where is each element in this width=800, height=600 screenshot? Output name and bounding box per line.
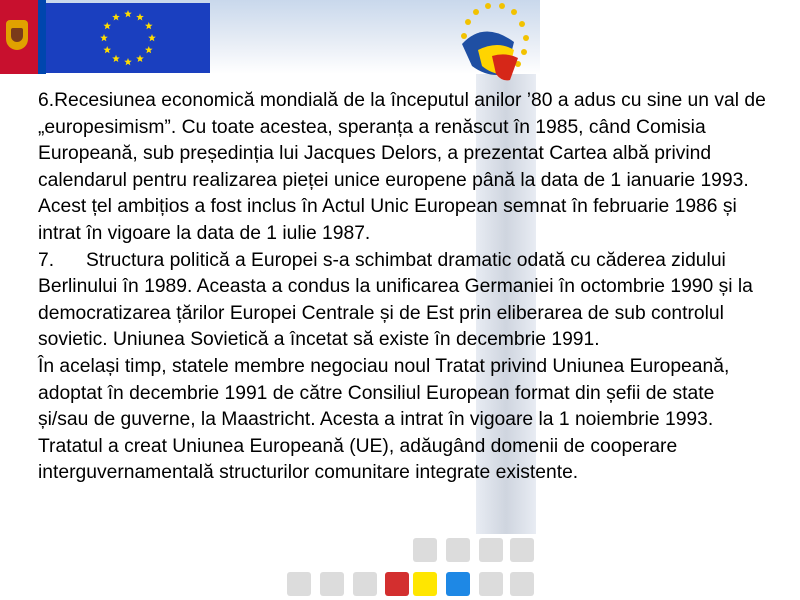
eu-star-icon — [136, 55, 144, 62]
deco-square — [510, 538, 534, 562]
deco-square — [479, 538, 503, 562]
eu-stars-icon — [46, 3, 210, 73]
deco-square — [353, 572, 377, 596]
deco-square — [287, 572, 311, 596]
eu-star-icon — [103, 22, 111, 29]
deco-square — [446, 538, 470, 562]
deco-square — [479, 572, 503, 596]
deco-square — [413, 538, 437, 562]
eu-star-icon — [112, 13, 120, 20]
moldova-flag-blue-stripe — [38, 0, 46, 74]
eu-star-icon — [124, 10, 132, 17]
eu-star-icon — [124, 58, 132, 65]
deco-square-red — [385, 572, 409, 596]
eu-star-icon — [136, 13, 144, 20]
paragraph-7-number: 7. — [38, 249, 55, 271]
paragraph-maastricht: În același timp, statele membre negociau noul Tratat privind Uniunea Europeană, adoptat în decembrie 1991 de către Consiliul European format din șefii de state și/sau de guverne, la Maastricht. Acesta a intrat în vigoare la 1 noiembrie 1993. Tratatul a creat Uniunea Europeană (UE), adăugând domenii de cooperare interguvernamentală structurilor comunitare integrate existente. — [38, 355, 730, 484]
eu-moldova-logo — [448, 0, 540, 90]
paragraph-6: 6.Recesiunea economică mondială de la începutul anilor ’80 a adus cu sine un val de „europesimism”. Cu toate acestea, speranța a renăscut în 1985, când Comisia Europeană, sub președinția lui Jacques Delors, a prezentat Cartea albă privind calendarul pentru realizarea pieței unice europene până la data de 1 ianuarie 1993. Acest țel ambițios a fost inclus în Actul Unic European semnat în februarie 1986 și intrat în vigoare la data de 1 iulie 1987. — [38, 90, 766, 244]
moldova-flag — [0, 0, 46, 74]
document-body — [38, 88, 768, 487]
eu-star-icon — [112, 55, 120, 62]
eu-star-icon — [100, 34, 108, 41]
eu-star-icon — [145, 22, 153, 29]
eu-flag — [46, 3, 210, 73]
deco-square-yellow — [413, 572, 437, 596]
eu-star-icon — [103, 46, 111, 53]
deco-square — [510, 572, 534, 596]
moldova-crest-icon — [6, 20, 28, 50]
paragraph-7 — [38, 248, 768, 354]
deco-square — [320, 572, 344, 596]
eu-star-icon — [148, 34, 156, 41]
paragraph-7-text: Structura politică a Europei s-a schimbat dramatic odată cu căderea zidului Berlinului în 1989. Aceasta a condus la unificarea Germaniei în octombrie 1990 și la democratizarea țărilor Europei Centrale și de Est prin eliberarea de sub controlul sovietic. Uniunea Sovietică a încetat să existe în decembrie 1991. — [38, 249, 753, 351]
deco-square-blue — [446, 572, 470, 596]
eu-star-icon — [145, 46, 153, 53]
